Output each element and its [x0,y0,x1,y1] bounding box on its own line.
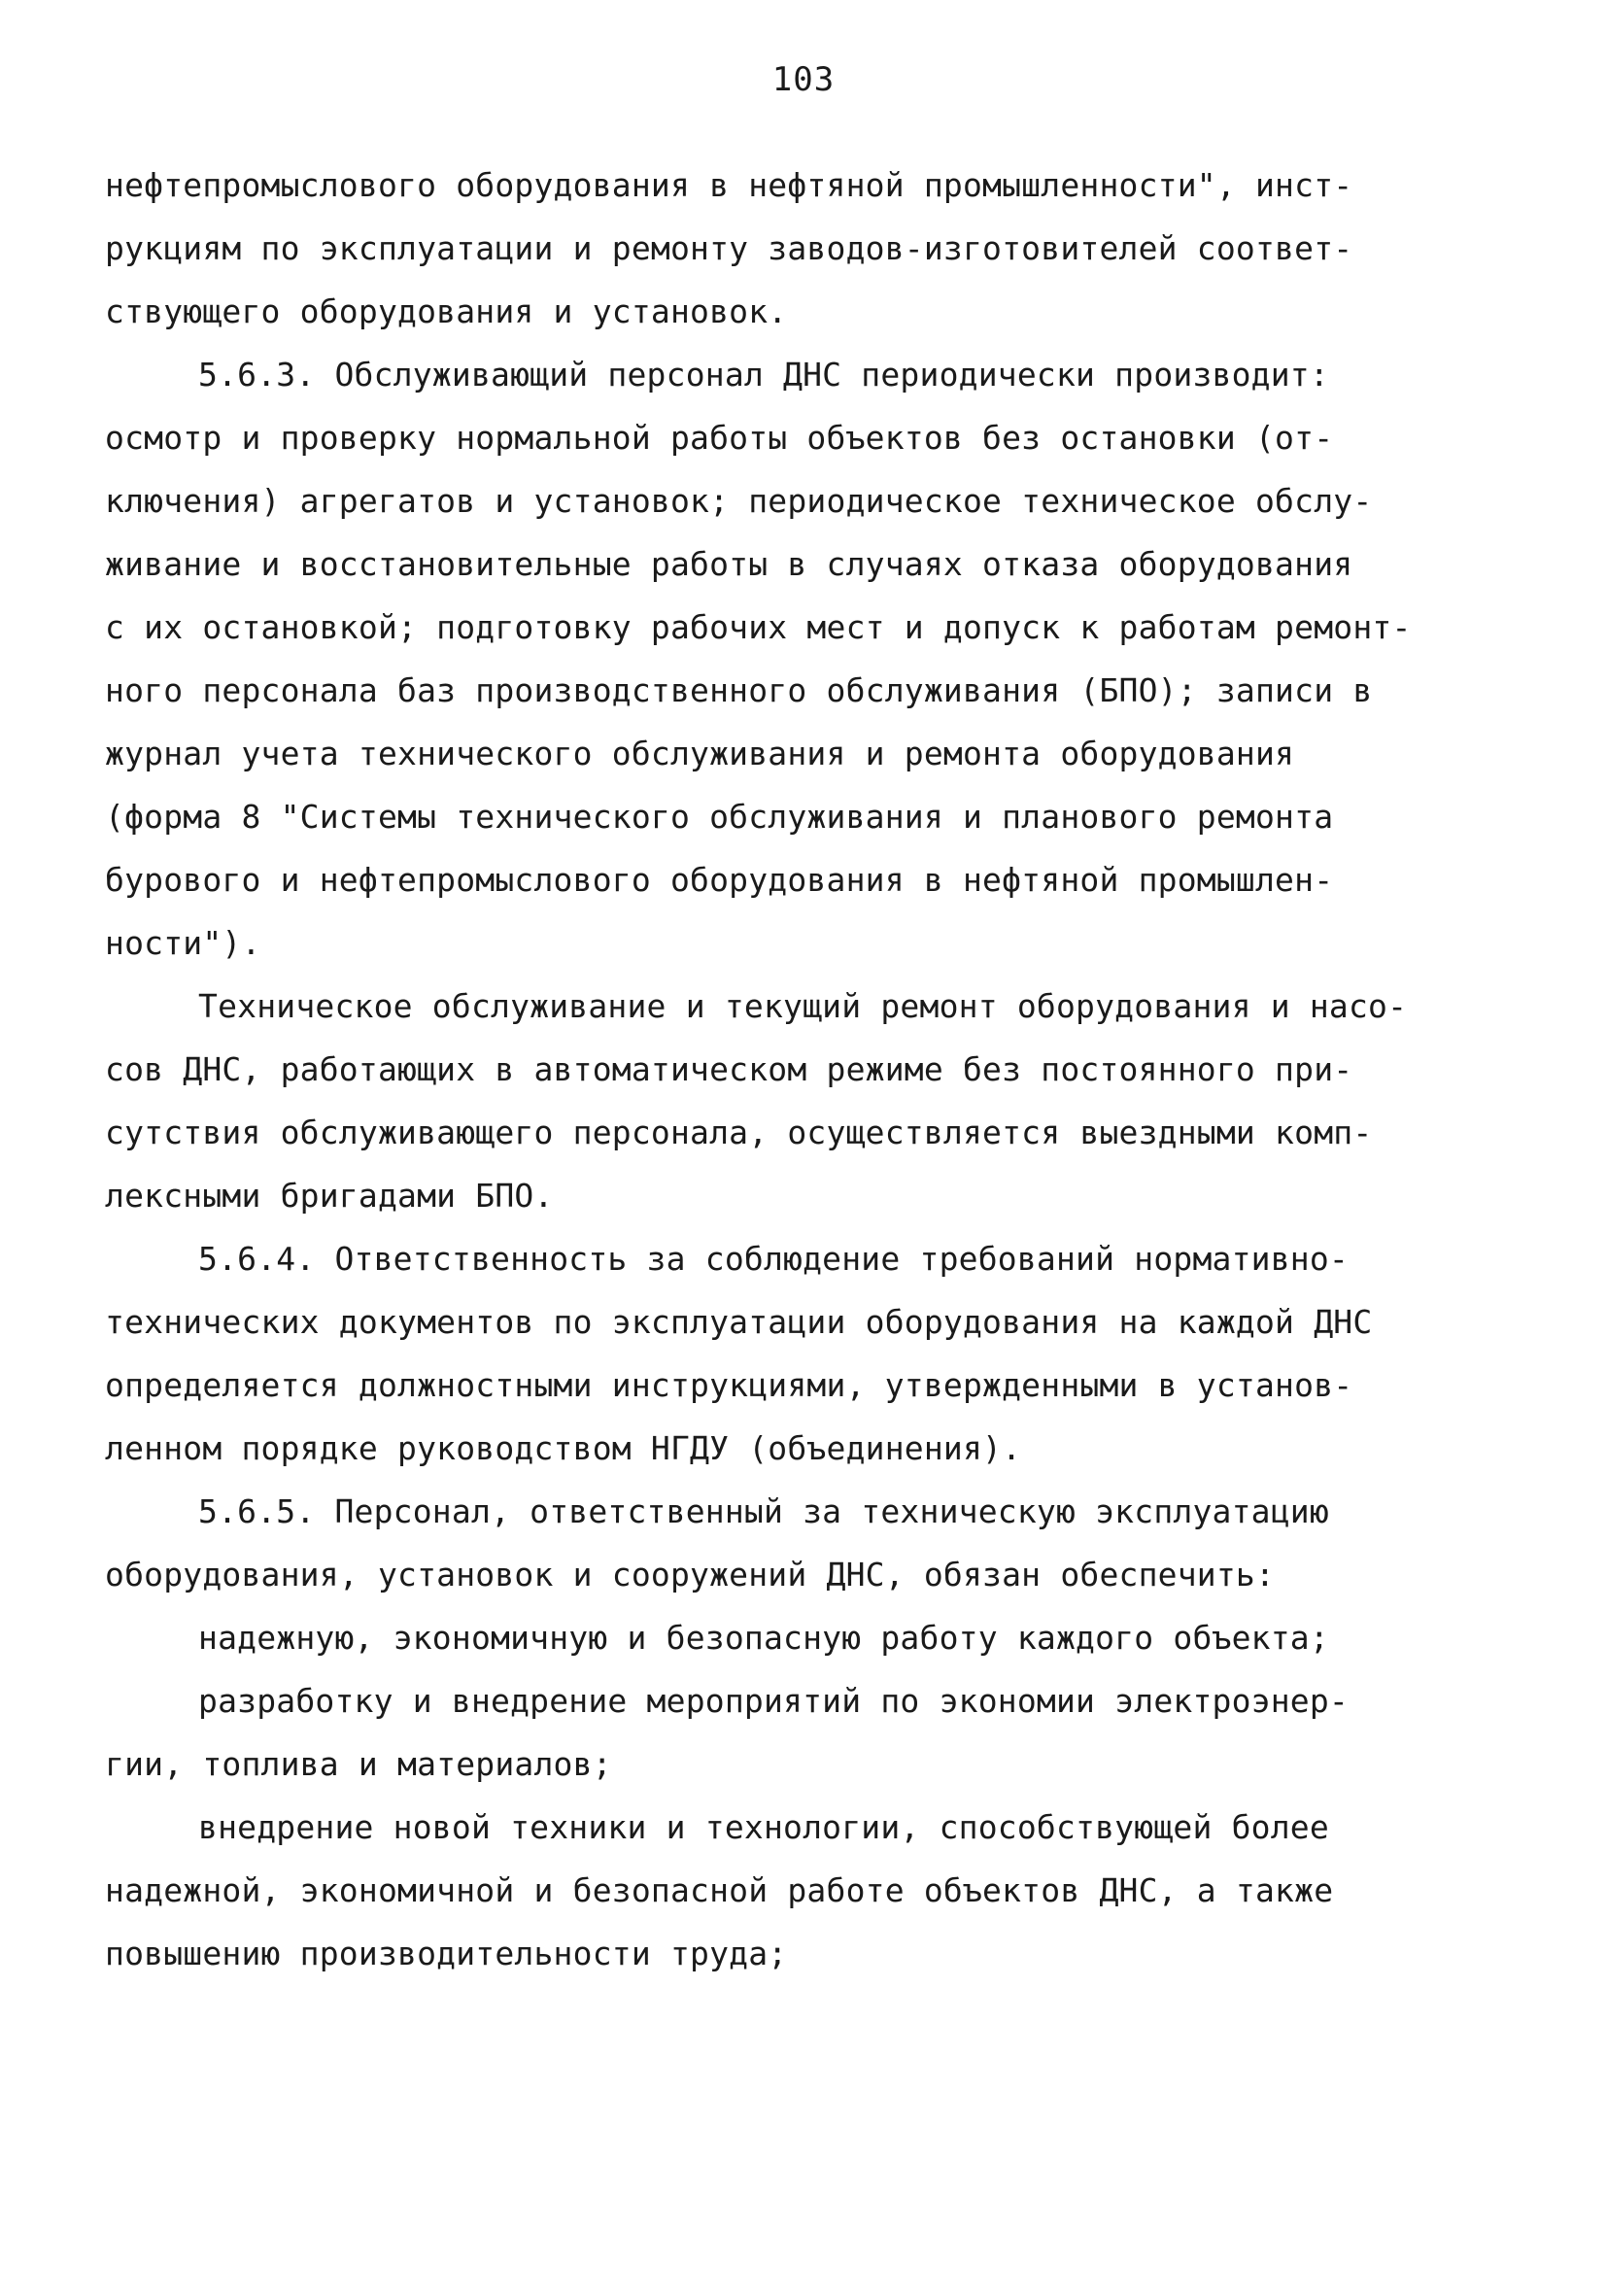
text-line: ленном порядке руководством НГДУ (объединения). [105,1429,1022,1467]
text-line: определяется должностными инструкциями, утвержденными в установ- [105,1366,1353,1404]
text-line: (форма 8 "Системы технического обслуживания и планового ремонта [105,798,1334,836]
text-line: гии, топлива и материалов; [105,1745,612,1783]
text-line: ствующего оборудования и установок. [105,292,788,330]
text-line: Техническое обслуживание и текущий ремонт оборудования и насо- [198,987,1408,1025]
text-line: оборудования, установок и сооружений ДНС, обязан обеспечить: [105,1556,1276,1593]
text-line: разработку и внедрение мероприятий по экономии электроэнер- [198,1682,1349,1720]
text-line: осмотр и проверку нормальной работы объектов без остановки (от- [105,419,1334,457]
text-line: сов ДНС, работающих в автоматическом режиме без постоянного при- [105,1050,1353,1088]
text-line: рукциям по эксплуатации и ремонту заводов-изготовителей соответ- [105,229,1353,267]
text-line: внедрение новой техники и технологии, способствующей более [198,1808,1329,1846]
text-line: ности"). [105,924,261,962]
text-line: сутствия обслуживающего персонала, осуществляется выездными комп- [105,1114,1373,1151]
document-body [105,154,1412,1985]
text-line: 5.6.5. Персонал, ответственный за техническую эксплуатацию [198,1492,1329,1530]
text-line: с их остановкой; подготовку рабочих мест и допуск к работам ремонт- [105,608,1412,646]
text-line: нефтепромыслового оборудования в нефтяной промышленности", инст- [105,166,1353,204]
text-line: 5.6.4. Ответственность за соблюдение требований нормативно- [198,1240,1349,1278]
text-line: повышению производительности труда; [105,1935,788,1972]
text-line: технических документов по эксплуатации оборудования на каждой ДНС [105,1303,1373,1341]
text-line: бурового и нефтепромыслового оборудования в нефтяной промышлен- [105,861,1334,899]
text-line: живание и восстановительные работы в случаях отказа оборудования [105,545,1353,583]
text-line: надежной, экономичной и безопасной работе объектов ДНС, а также [105,1871,1334,1909]
text-line: надежную, экономичную и безопасную работу каждого объекта; [198,1619,1329,1657]
text-line: лексными бригадами БПО. [105,1177,554,1215]
text-line: журнал учета технического обслуживания и ремонта оборудования [105,735,1295,772]
text-line: ного персонала баз производственного обслуживания (БПО); записи в [105,671,1373,709]
page-number: 103 [771,60,836,99]
text-line: ключения) агрегатов и установок; периодическое техническое обслу- [105,482,1373,520]
text-line: 5.6.3. Обслуживающий персонал ДНС периодически производит: [198,356,1329,394]
